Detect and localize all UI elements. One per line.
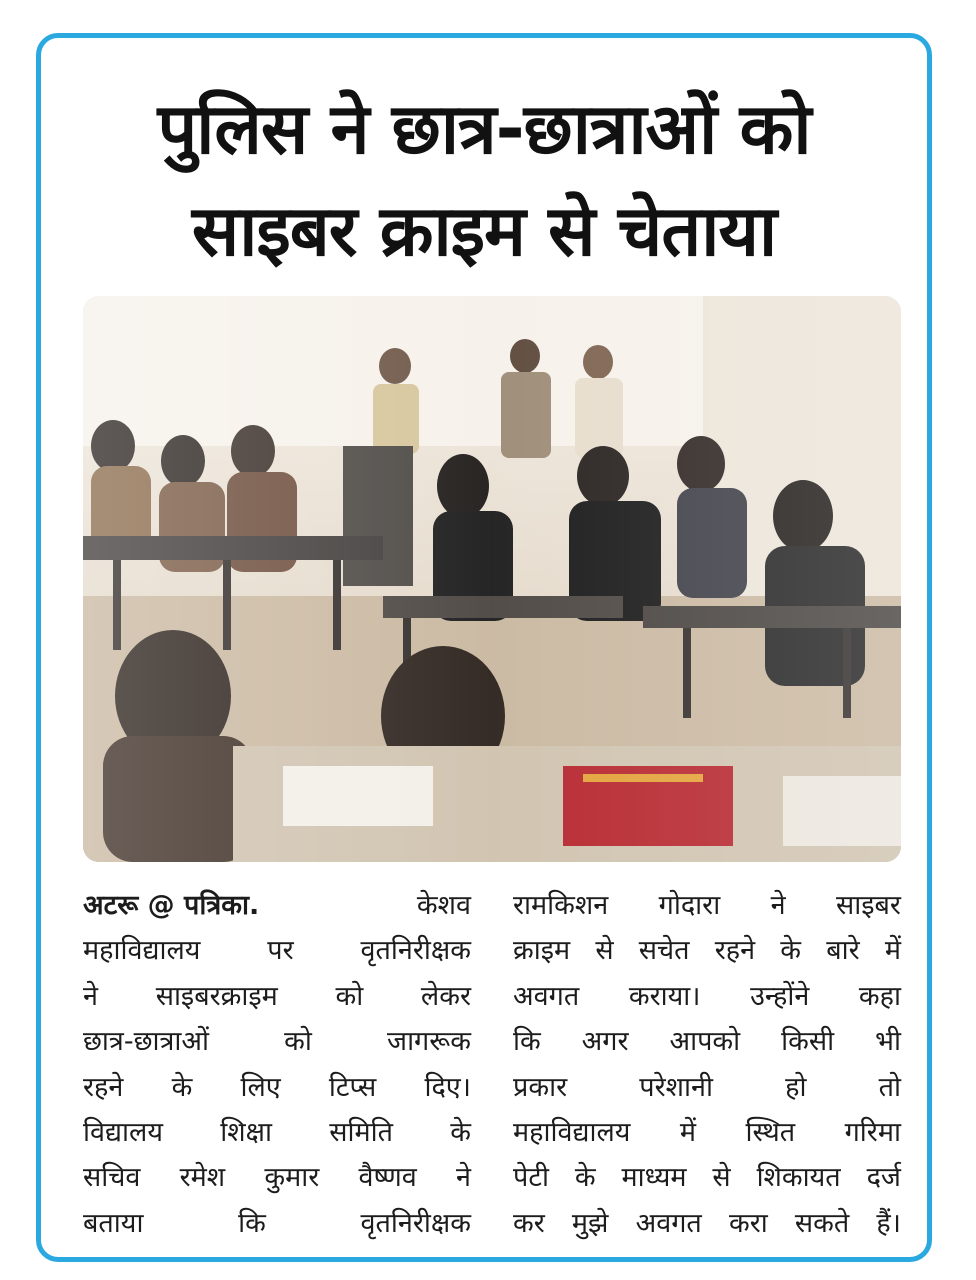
word: परेशानी [639, 1071, 713, 1103]
left-line [83, 928, 471, 973]
word: किसी [781, 1026, 835, 1058]
left-line [83, 1065, 471, 1110]
word: भी [875, 1026, 901, 1058]
word: रामकिशन [513, 890, 609, 921]
word: तो [878, 1071, 901, 1103]
word: प्रकार [513, 1071, 568, 1103]
word: छात्र-छात्राओं [83, 1026, 209, 1058]
word: हो [785, 1071, 807, 1103]
word: वैष्णव [358, 1162, 417, 1194]
word: केशव [416, 890, 471, 921]
word: के [171, 1071, 193, 1103]
word: लिए [240, 1071, 281, 1103]
left-line [83, 1019, 471, 1064]
word: कि [238, 1207, 266, 1239]
newspaper-clipping-frame [36, 33, 932, 1262]
article-column-right [513, 883, 901, 1246]
word: के [450, 1116, 471, 1148]
right-line [513, 883, 901, 928]
word: कुमार [264, 1162, 320, 1194]
left-line [83, 883, 471, 928]
left-line [83, 1110, 471, 1155]
word: सचेत [638, 935, 690, 967]
word: टिप्स [328, 1071, 377, 1103]
headline-line-1: पुलिस ने छात्र-छात्राओं को [157, 88, 811, 170]
word: शिक्षा [220, 1116, 272, 1148]
right-line [513, 928, 901, 973]
word: पर [267, 935, 294, 967]
dateline: अटरू @ पत्रिका. [83, 890, 260, 921]
word: कि [513, 1026, 541, 1058]
left-line [83, 1201, 471, 1246]
word: के [574, 1162, 596, 1194]
word: रहने [714, 935, 756, 967]
word: लेकर [420, 980, 471, 1012]
word: रहने [83, 1071, 124, 1103]
word: साइबरक्राइम [155, 980, 278, 1012]
right-line [513, 974, 901, 1019]
word: वृतनिरीक्षक [360, 1207, 471, 1239]
word: माध्यम [621, 1162, 687, 1194]
word: कहा [858, 980, 901, 1012]
word: साइबर [836, 890, 901, 921]
word: हैं। [876, 1207, 901, 1239]
word: वृतनिरीक्षक [360, 935, 471, 967]
word: के [780, 935, 802, 967]
word: स्थित [745, 1116, 796, 1148]
word: आपको [669, 1026, 741, 1058]
word: जागरूक [387, 1026, 471, 1058]
word: समिति [329, 1116, 393, 1148]
word: दिए। [424, 1071, 471, 1103]
word: से [712, 1162, 731, 1194]
left-line [83, 1155, 471, 1200]
right-line [513, 1065, 901, 1110]
word: रमेश [179, 1162, 226, 1194]
word: पेटी [513, 1162, 549, 1194]
word: अवगत [513, 980, 580, 1012]
word: शिकायत [756, 1162, 841, 1194]
word: क्राइम [513, 935, 571, 967]
word: में [679, 1116, 697, 1148]
word: से [595, 935, 614, 967]
right-line [513, 1201, 901, 1246]
right-line [513, 1019, 901, 1064]
article-column-left [83, 883, 471, 1246]
word: अवगत [635, 1207, 702, 1239]
right-line [513, 1155, 901, 1200]
word: को [284, 1026, 312, 1058]
word: गोदारा [658, 890, 721, 921]
word: कर [513, 1207, 545, 1239]
word: महाविद्यालय [513, 1116, 631, 1148]
word: ने [455, 1162, 471, 1194]
right-line [513, 1110, 901, 1155]
word: कराया। [628, 980, 701, 1012]
word: विद्यालय [83, 1116, 163, 1148]
classroom-photo [83, 296, 901, 862]
word: ने [770, 890, 786, 921]
word: बताया [83, 1207, 144, 1239]
word: उन्होंने [750, 980, 810, 1012]
word: में [884, 935, 901, 967]
left-line [83, 974, 471, 1019]
word: सचिव [83, 1162, 141, 1194]
word: दर्ज [866, 1162, 901, 1194]
word: सकते [794, 1207, 850, 1239]
word: अगर [581, 1026, 629, 1058]
headline [41, 78, 927, 282]
word: को [335, 980, 364, 1012]
word: गरिमा [844, 1116, 901, 1148]
word: बारे [826, 935, 860, 967]
word: करा [728, 1207, 768, 1239]
headline-line-2: साइबर क्राइम से चेताया [191, 190, 777, 272]
word: मुझे [571, 1207, 609, 1239]
word: ने [83, 980, 98, 1012]
word: महाविद्यालय [83, 935, 201, 967]
